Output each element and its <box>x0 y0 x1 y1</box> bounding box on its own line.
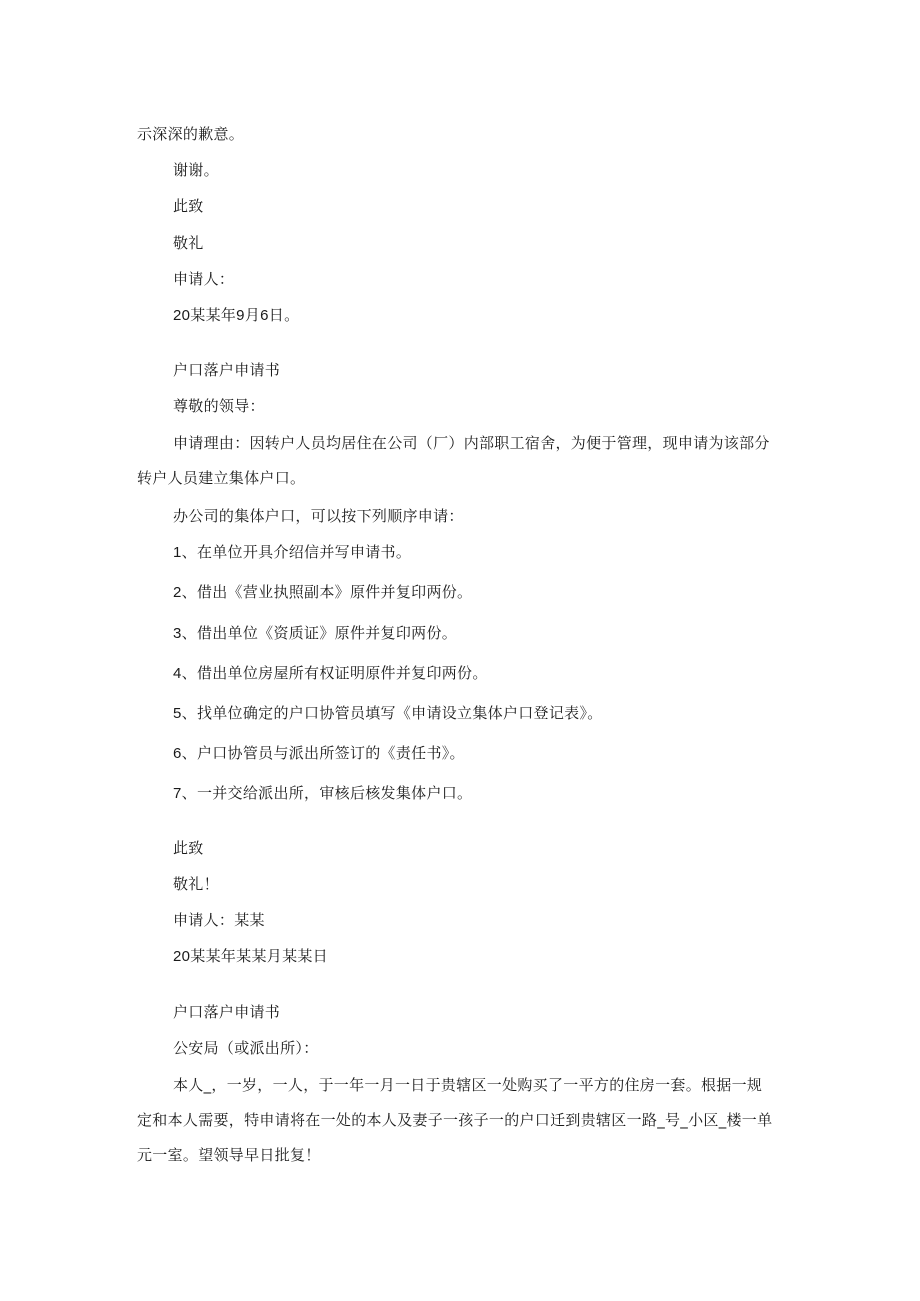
step-item: 5、找单位确定的户口协管员填写《申请设立集体户口登记表》。 <box>173 705 603 722</box>
step-item: 3、借出单位《资质证》原件并复印两份。 <box>173 625 458 642</box>
salutation: 公安局（或派出所）： <box>173 1039 319 1057</box>
reason-paragraph-line: 转户人员建立集体户口。 <box>137 469 306 487</box>
date-text: 20某某年9月6日。 <box>173 307 300 324</box>
closing-salute: 敬礼！ <box>173 875 219 893</box>
applicant-label: 申请人：某某 <box>173 911 265 929</box>
step-item: 6、户口协管员与派出所签订的《责任书》。 <box>173 745 465 762</box>
salutation: 尊敬的领导： <box>173 397 265 415</box>
step-item: 1、在单位开具介绍信并写申请书。 <box>173 544 412 561</box>
step-item: 2、借出《营业执照副本》原件并复印两份。 <box>173 584 473 601</box>
reason-paragraph-line: 申请理由：因转户人员均居住在公司（厂）内部职工宿舍，为便于管理，现申请为该部分 <box>173 434 770 452</box>
section-title: 户口落户申请书 <box>173 361 281 379</box>
body-paragraph-line: 本人_，一岁，一人，于一年一月一日于贵辖区一处购买了一平方的住房一套。根据一规 <box>173 1076 763 1094</box>
closing-greeting: 此致 <box>173 197 204 215</box>
date-text: 20某某年某某月某某日 <box>173 948 328 965</box>
body-paragraph-line: 定和本人需要，特申请将在一处的本人及妻子一孩子一的户口迁到贵辖区一路_号_小区_楼一单 <box>137 1111 773 1129</box>
closing-greeting: 此致 <box>173 839 204 857</box>
thanks-text: 谢谢。 <box>173 161 219 179</box>
body-paragraph-line: 元一室。望领导早日批复！ <box>137 1146 321 1164</box>
step-item: 7、一并交给派出所，审核后核发集体户口。 <box>173 785 473 802</box>
continuation-text: 示深深的歉意。 <box>137 125 245 143</box>
closing-salute: 敬礼 <box>173 234 204 252</box>
procedure-intro: 办公司的集体户口，可以按下列顺序申请： <box>173 507 464 525</box>
applicant-label: 申请人： <box>173 270 235 288</box>
section-title: 户口落户申请书 <box>173 1003 281 1021</box>
step-item: 4、借出单位房屋所有权证明原件并复印两份。 <box>173 665 488 682</box>
